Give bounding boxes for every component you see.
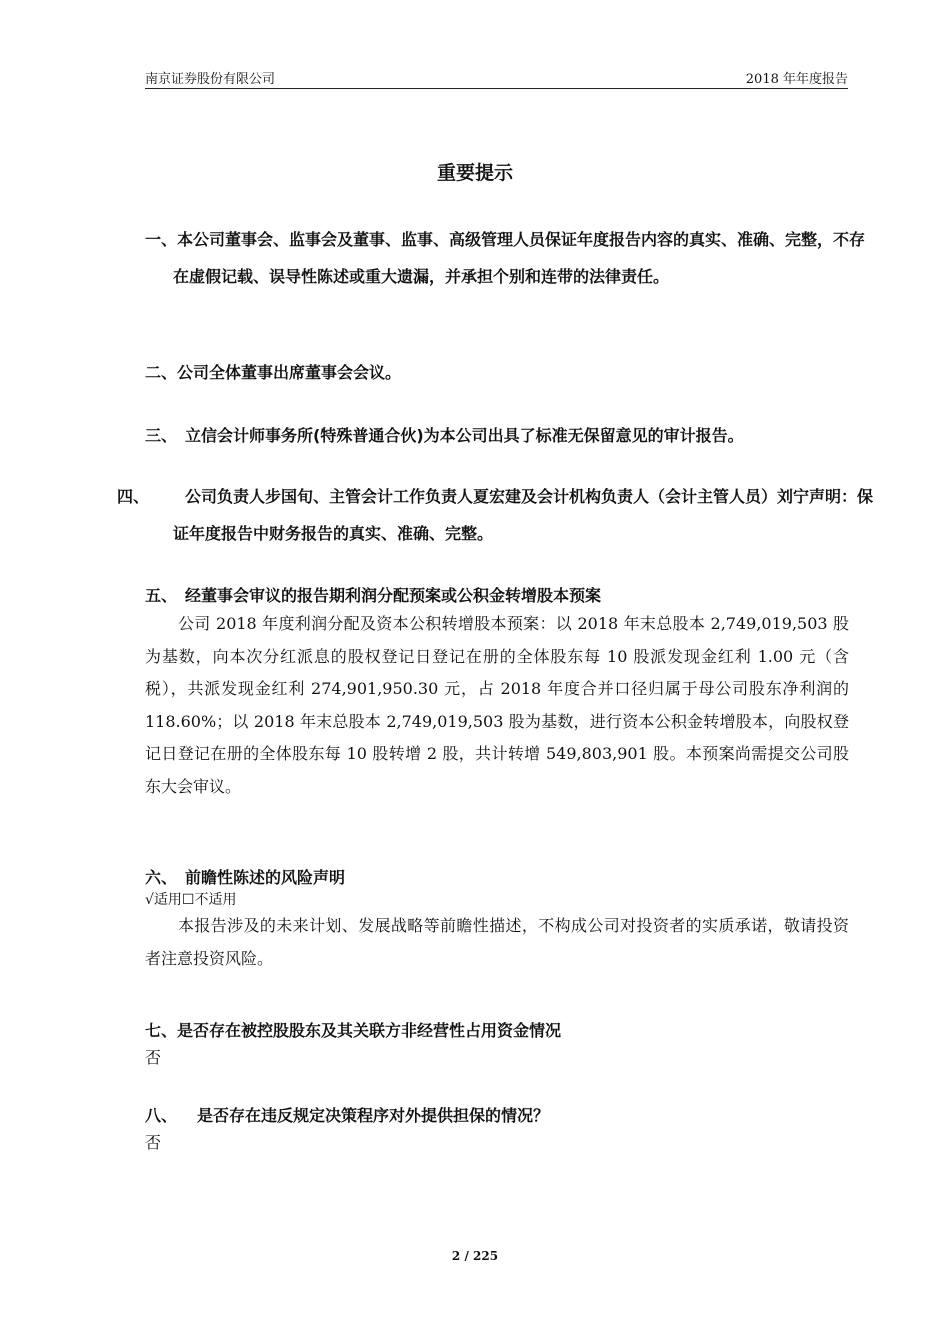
company-name: 南京证券股份有限公司 <box>145 72 276 87</box>
section-2-number: 二、 <box>145 363 178 382</box>
section-8-heading: 是否存在违反规定决策程序对外提供担保的情况？ <box>197 1106 550 1125</box>
section-2-text: 公司全体董事出席董事会会议。 <box>177 363 402 382</box>
applicability-checkbox: √适用☐不适用 <box>145 892 237 908</box>
page-header <box>145 66 848 89</box>
page-title: 重要提示 <box>436 162 513 184</box>
section-4-number: 四、 <box>117 487 150 506</box>
section-7-heading-row <box>145 1019 849 1043</box>
section-4 <box>117 479 877 552</box>
section-6-body: 本报告涉及的未来计划、发展战略等前瞻性描述，不构成公司对投资者的实质承诺，敬请投资者注意投资风险。 <box>145 916 849 968</box>
section-3-number: 三、 <box>145 426 178 445</box>
section-1-text: 本公司董事会、监事会及董事、监事、高级管理人员保证年度报告内容的真实、准确、完整，不存在虚假记载、误导性陈述或重大遗漏，并承担个别和连带的法律责任。 <box>173 230 866 286</box>
section-6-number: 六、 <box>145 868 178 887</box>
section-6-heading-row <box>145 866 849 890</box>
section-4-text: 公司负责人步国旬、主管会计工作负责人夏宏建及会计机构负责人（会计主管人员）刘宁声明：保证年度报告中财务报告的真实、准确、完整。 <box>173 487 874 543</box>
section-8-number: 八、 <box>145 1106 178 1125</box>
section-8-heading-row <box>145 1104 849 1128</box>
section-6-heading: 前瞻性陈述的风险声明 <box>185 868 346 887</box>
section-7-answer: 否 <box>145 1048 162 1067</box>
section-7-number: 七、 <box>145 1021 178 1040</box>
section-3-text: 立信会计师事务所(特殊普通合伙)为本公司出具了标准无保留意见的审计报告。 <box>185 426 744 445</box>
section-7-heading: 是否存在被控股股东及其关联方非经营性占用资金情况 <box>177 1021 562 1040</box>
report-name: 2018 年年度报告 <box>745 72 848 87</box>
page-number: 2 / 225 <box>451 1249 499 1263</box>
section-5-number: 五、 <box>145 586 178 605</box>
section-5-body: 公司 2018 年度利润分配及资本公积转增股本预案：以 2018 年末总股本 2,749,019,503 股为基数，向本次分红派息的股权登记日登记在册的全体股东每 10 股派发现金红利 1.00 元（含税），共派发现金红利 274,901,950.30 元，占 2018 年度合并口径归属于母公司股东净利润的 118.60%；以 2018 年末总股本 2,749,019,503 股为基数，进行资本公积金转增股本，向股权登记日登记在册的全体股东每 10 股转增 2 股，共计转增 549,803,901 股。本预案尚需提交公司股东大会审议。 <box>145 614 849 796</box>
section-8-answer: 否 <box>145 1133 162 1152</box>
section-1 <box>145 222 877 295</box>
section-5-heading: 经董事会审议的报告期利润分配预案或公积金转增股本预案 <box>185 586 602 605</box>
section-3 <box>145 425 849 447</box>
section-5-heading-row <box>145 584 849 608</box>
section-8 <box>145 1104 849 1158</box>
section-6 <box>145 866 849 975</box>
section-7 <box>145 1019 849 1073</box>
section-5 <box>145 584 849 803</box>
section-1-number: 一、 <box>145 230 178 249</box>
section-2 <box>145 355 877 392</box>
